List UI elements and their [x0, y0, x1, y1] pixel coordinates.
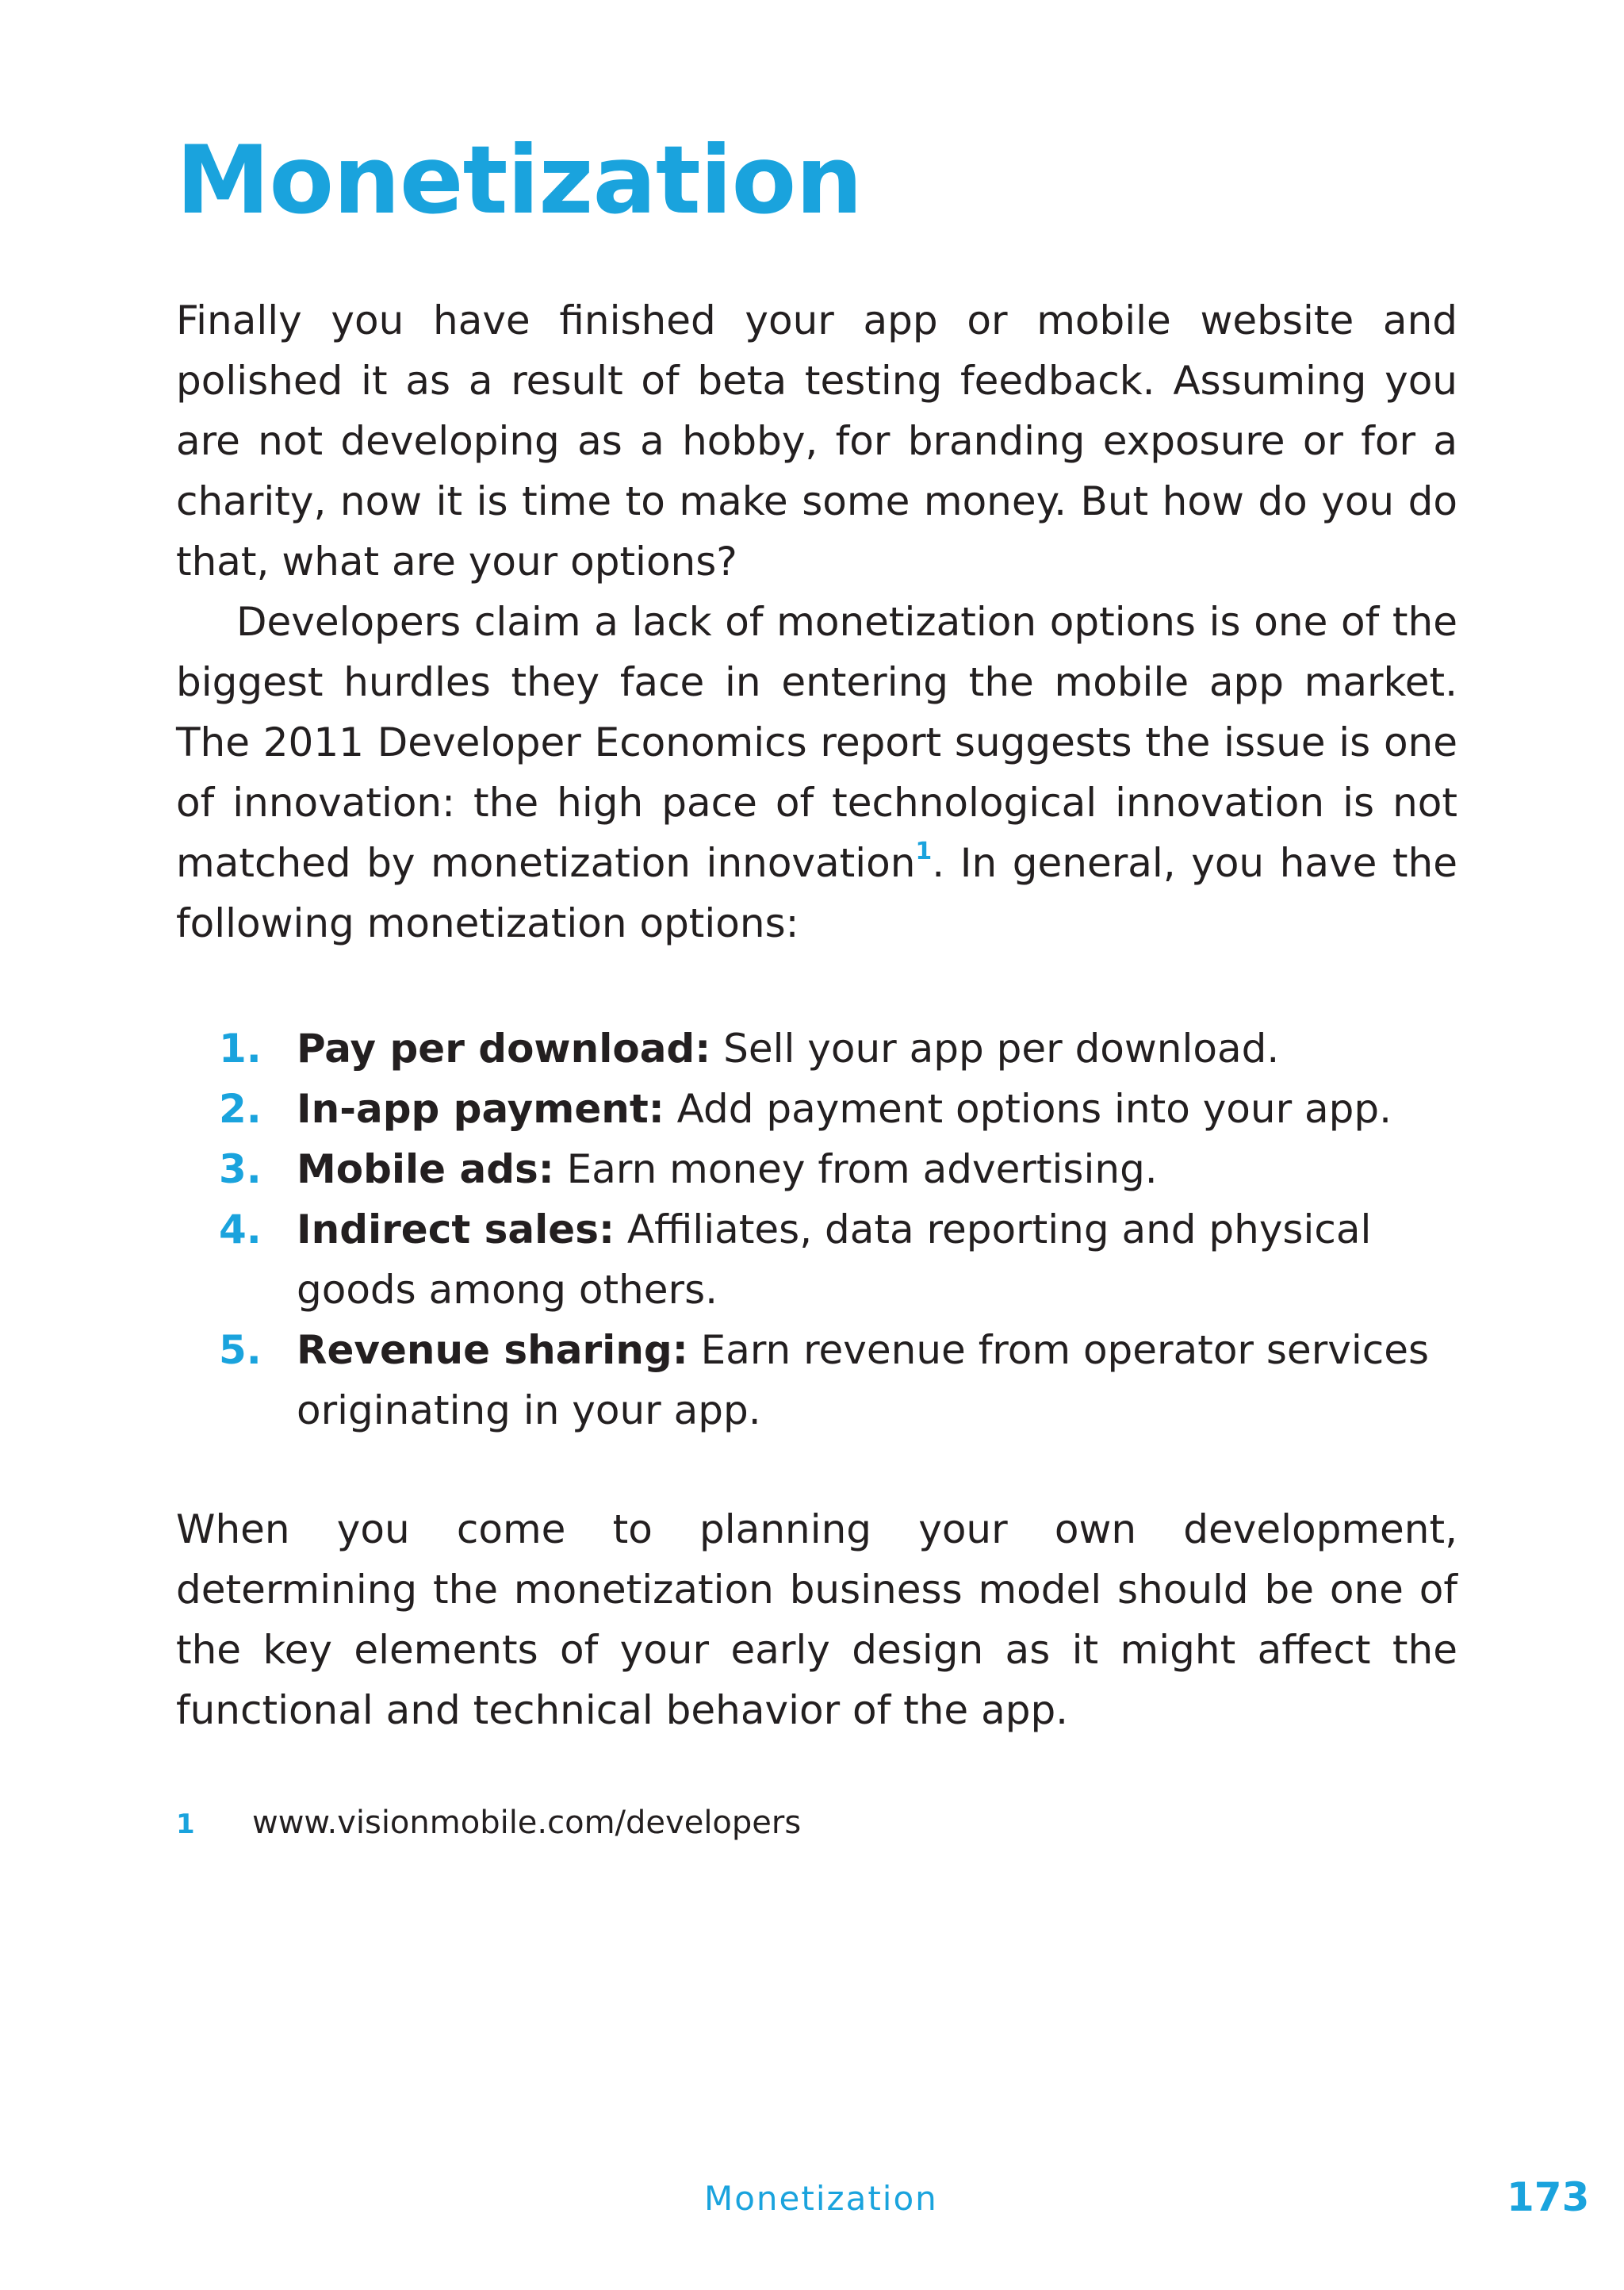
page-number: 173	[1507, 2174, 1590, 2220]
footnote-reference[interactable]: 1	[915, 838, 933, 865]
footnote-number: 1	[176, 1809, 195, 1840]
list-item	[176, 1079, 1457, 1139]
list-item-term: Pay per download:	[297, 1026, 711, 1072]
footnote-link[interactable]: www.visionmobile.com/developers	[252, 1805, 802, 1841]
list-item-text: Sell your app per download.	[710, 1026, 1280, 1072]
list-item-number: 4.	[219, 1206, 262, 1252]
list-item-text: Earn revenue from operator services originating in your app.	[297, 1327, 1430, 1433]
closing-section	[176, 1499, 1457, 1740]
list-item-text: Affiliates, data reporting and physical goods among others.	[297, 1206, 1372, 1313]
monetization-options-list	[176, 1018, 1457, 1440]
list-item-text: Earn money from advertising.	[553, 1146, 1158, 1192]
list-item	[176, 1139, 1457, 1199]
list-item-number: 5.	[219, 1327, 262, 1373]
list-item-number: 2.	[219, 1086, 262, 1132]
list-item-term: In-app payment:	[297, 1086, 665, 1132]
intro-paragraph: Finally you have finished your app or mobile website and polished it as a result of beta testing feedback. Assuming you are not developing as a hobby, for branding exposure or for a charity, now it is time to make some money. But how do you do that, what are your options?	[176, 297, 1457, 585]
second-paragraph	[176, 592, 1457, 953]
second-paragraph-text: Developers claim a lack of monetization options is one of the biggest hurdles they face in entering the mobile app market. The 2011 Developer Economics report suggests the issue is one of innovation: the high pace of technological innovation is not matched by monetization innovation	[176, 599, 1457, 886]
running-footer: Monetization	[704, 2179, 938, 2218]
footnote	[176, 1801, 801, 1847]
page-title: Monetization	[176, 126, 862, 236]
list-item-term: Revenue sharing:	[297, 1327, 688, 1373]
second-paragraph-text-end: . In general, you have the following monetization options:	[176, 840, 1457, 946]
list-item-text: Add payment options into your app.	[664, 1086, 1392, 1132]
list-item-number: 1.	[219, 1026, 262, 1072]
closing-paragraph: When you come to planning your own development, determining the monetization business model should be one of the key elements of your early design as it might affect the functional and technical behavior of the app.	[176, 1506, 1457, 1733]
list-item	[176, 1320, 1457, 1440]
list-item-number: 3.	[219, 1146, 262, 1192]
list-item-term: Mobile ads:	[297, 1146, 554, 1192]
intro-section	[176, 290, 1457, 953]
list-item	[176, 1199, 1457, 1320]
list-item	[176, 1018, 1457, 1079]
list-item-term: Indirect sales:	[297, 1206, 615, 1252]
